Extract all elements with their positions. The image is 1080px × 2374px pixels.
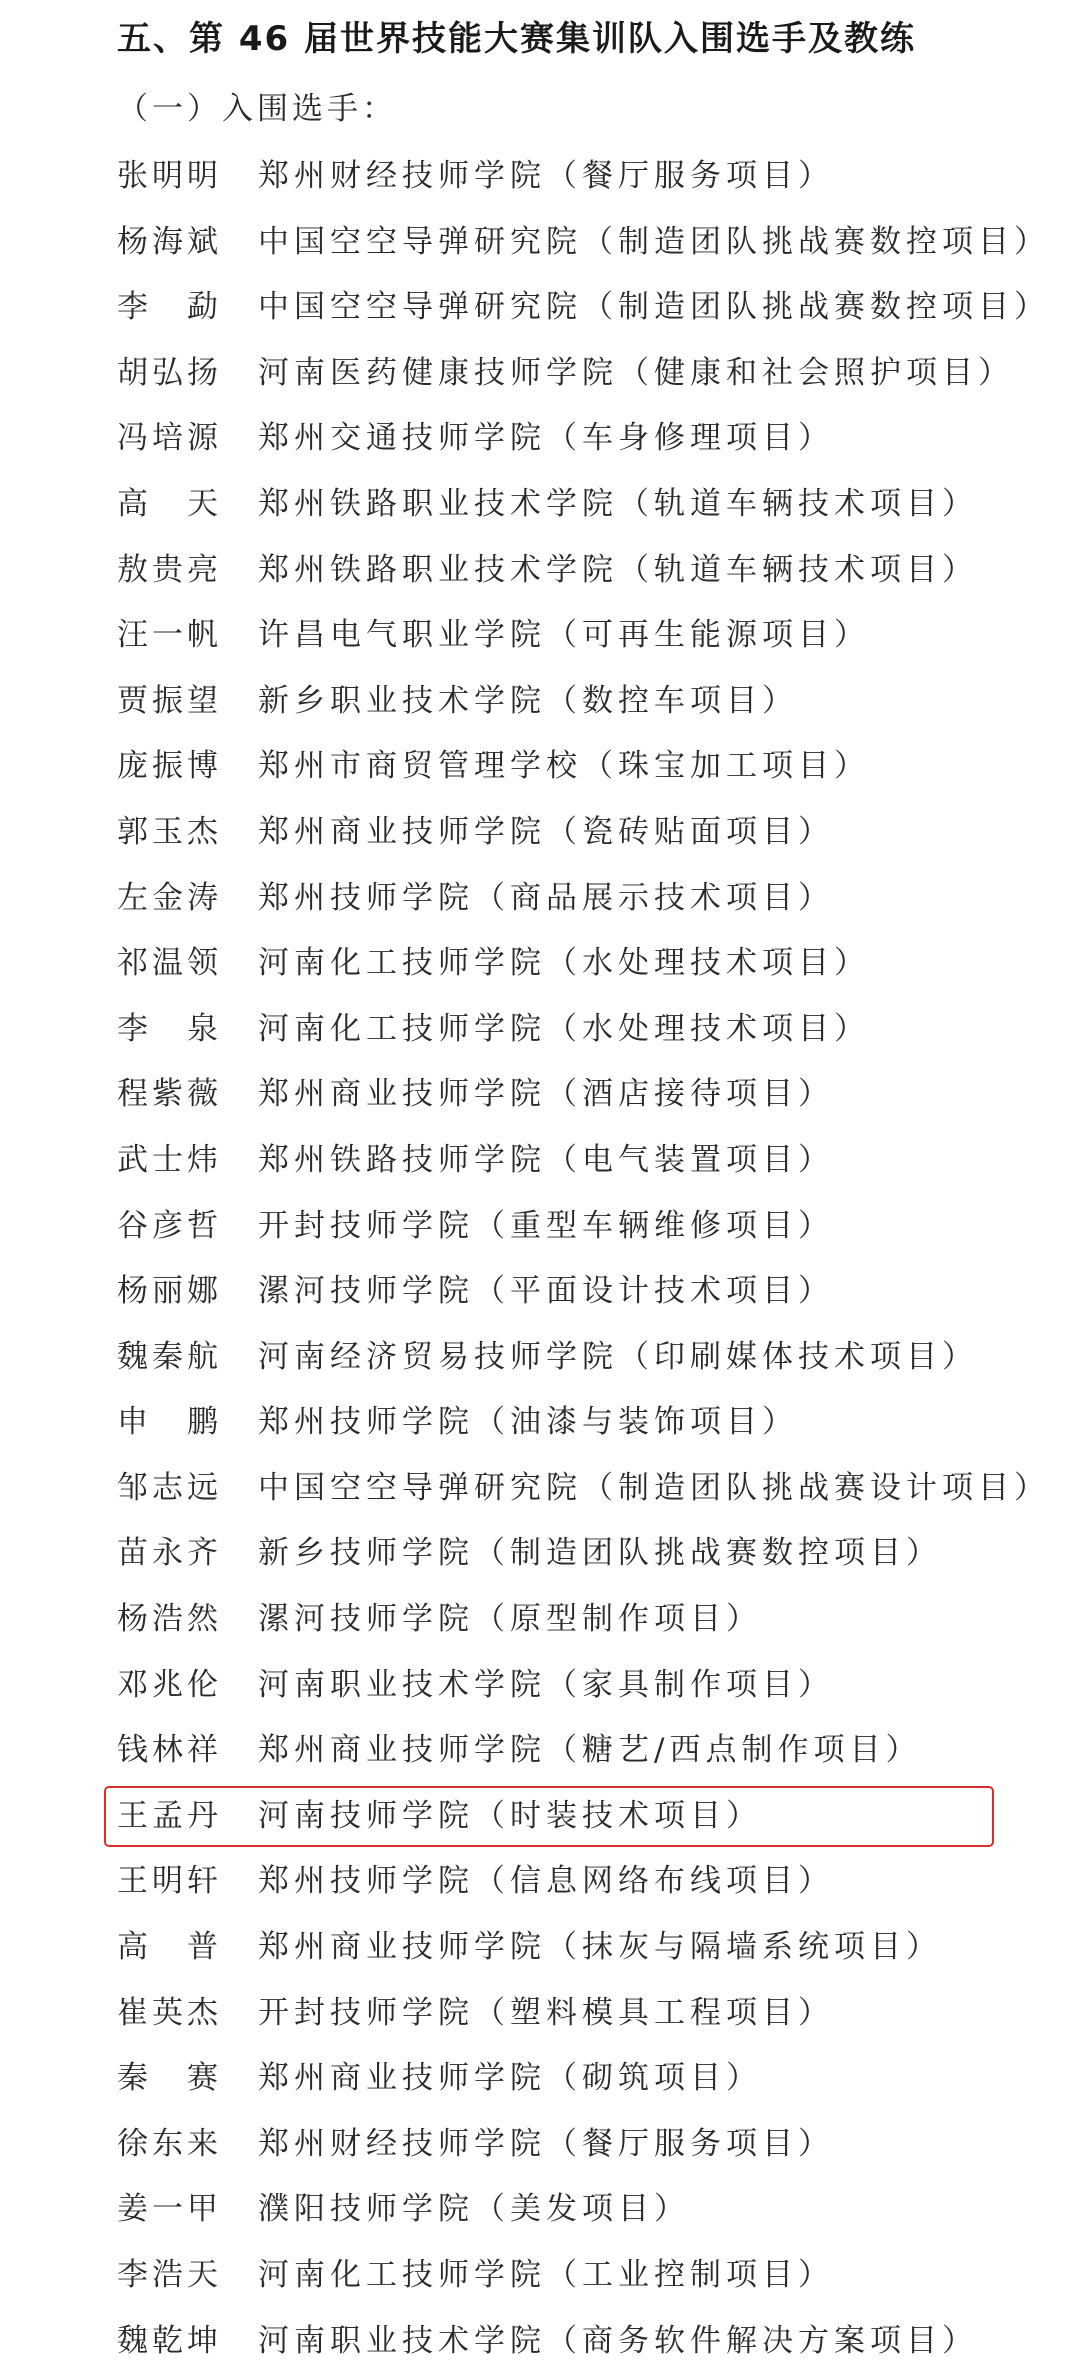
finalist-name: 邹志远 bbox=[117, 1469, 222, 1506]
list-item bbox=[0, 1194, 1080, 1260]
finalist-name: 杨丽娜 bbox=[117, 1273, 222, 1310]
finalist-institution-project: 郑州铁路技师学院（电气装置项目） bbox=[258, 1141, 834, 1178]
finalist-name: 申 鹏 bbox=[117, 1404, 222, 1441]
finalist-institution-project: 郑州财经技师学院（餐厅服务项目） bbox=[258, 2125, 834, 2162]
finalist-institution-project: 河南化工技师学院（水处理技术项目） bbox=[258, 1010, 870, 1047]
finalist-name: 谷彦哲 bbox=[117, 1207, 222, 1244]
list-item bbox=[0, 210, 1080, 276]
finalist-institution-project: 河南职业技术学院（家具制作项目） bbox=[258, 1666, 834, 1703]
finalist-institution-project: 郑州市商贸管理学校（珠宝加工项目） bbox=[258, 748, 870, 785]
finalist-name: 王明轩 bbox=[117, 1863, 222, 1900]
finalist-name: 胡弘扬 bbox=[117, 354, 222, 391]
finalist-name: 汪一帆 bbox=[117, 617, 222, 654]
finalist-name: 魏秦航 bbox=[117, 1338, 222, 1375]
list-item-highlighted bbox=[0, 1784, 1080, 1850]
list-item bbox=[0, 144, 1080, 210]
finalist-institution-project: 河南职业技术学院（商务软件解决方案项目） bbox=[258, 2322, 978, 2359]
finalist-institution-project: 郑州商业技师学院（酒店接待项目） bbox=[258, 1076, 834, 1113]
finalist-name: 程紫薇 bbox=[117, 1076, 222, 1113]
list-item bbox=[0, 669, 1080, 735]
finalist-name: 冯培源 bbox=[117, 420, 222, 457]
finalist-institution-project: 郑州技师学院（信息网络布线项目） bbox=[258, 1863, 834, 1900]
list-item bbox=[0, 1062, 1080, 1128]
list-item bbox=[0, 472, 1080, 538]
finalist-institution-project: 郑州交通技师学院（车身修理项目） bbox=[258, 420, 834, 457]
finalist-name: 郭玉杰 bbox=[117, 813, 222, 850]
finalist-institution-project: 河南经济贸易技师学院（印刷媒体技术项目） bbox=[258, 1338, 978, 1375]
finalist-name: 杨海斌 bbox=[117, 223, 222, 260]
list-item bbox=[0, 1128, 1080, 1194]
list-item bbox=[0, 931, 1080, 997]
list-item bbox=[0, 341, 1080, 407]
finalist-institution-project: 郑州铁路职业技术学院（轨道车辆技术项目） bbox=[258, 485, 978, 522]
list-item bbox=[0, 1718, 1080, 1784]
finalist-institution-project: 郑州技师学院（油漆与装饰项目） bbox=[258, 1404, 798, 1441]
finalist-name: 王孟丹 bbox=[117, 1797, 222, 1834]
list-item bbox=[0, 1259, 1080, 1325]
finalist-name: 秦 赛 bbox=[117, 2060, 222, 2097]
list-item bbox=[0, 997, 1080, 1063]
list-item bbox=[0, 2046, 1080, 2112]
finalist-name: 魏乾坤 bbox=[117, 2322, 222, 2359]
finalist-institution-project: 郑州商业技师学院（糖艺/西点制作项目） bbox=[258, 1732, 922, 1769]
finalist-institution-project: 河南医药健康技师学院（健康和社会照护项目） bbox=[258, 354, 1014, 391]
finalist-institution-project: 郑州商业技师学院（抹灰与隔墙系统项目） bbox=[258, 1929, 942, 1966]
finalist-name: 张明明 bbox=[117, 158, 222, 194]
finalist-name: 姜一甲 bbox=[117, 2191, 222, 2228]
finalist-institution-project: 中国空空导弹研究院（制造团队挑战赛设计项目） bbox=[258, 1469, 1050, 1506]
finalist-institution-project: 中国空空导弹研究院（制造团队挑战赛数控项目） bbox=[258, 223, 1050, 260]
finalist-institution-project: 许昌电气职业学院（可再生能源项目） bbox=[258, 617, 870, 654]
finalist-name: 邓兆伦 bbox=[117, 1666, 222, 1703]
finalist-name: 钱林祥 bbox=[117, 1732, 222, 1769]
finalist-name: 杨浩然 bbox=[117, 1601, 222, 1638]
list-item bbox=[0, 406, 1080, 472]
finalist-institution-project: 郑州财经技师学院（餐厅服务项目） bbox=[258, 158, 834, 194]
finalist-name: 左金涛 bbox=[117, 879, 222, 916]
list-item bbox=[0, 1981, 1080, 2047]
finalist-institution-project: 河南化工技师学院（工业控制项目） bbox=[258, 2257, 834, 2293]
finalist-institution-project: 漯河技师学院（原型制作项目） bbox=[258, 1601, 762, 1638]
list-item bbox=[0, 1390, 1080, 1456]
list-item bbox=[0, 1587, 1080, 1653]
finalist-name: 祁温领 bbox=[117, 945, 222, 982]
finalist-institution-project: 漯河技师学院（平面设计技术项目） bbox=[258, 1273, 834, 1310]
finalist-institution-project: 河南技师学院（时装技术项目） bbox=[258, 1797, 762, 1834]
list-item bbox=[0, 1456, 1080, 1522]
list-item bbox=[0, 2309, 1080, 2374]
finalist-name: 李浩天 bbox=[117, 2257, 222, 2293]
finalist-institution-project: 郑州技师学院（商品展示技术项目） bbox=[258, 879, 834, 916]
finalist-name: 庞振博 bbox=[117, 748, 222, 785]
list-item bbox=[0, 800, 1080, 866]
finalist-institution-project: 开封技师学院（重型车辆维修项目） bbox=[258, 1207, 834, 1244]
list-item bbox=[0, 2243, 1080, 2309]
finalist-list bbox=[0, 144, 1080, 2374]
list-item bbox=[0, 275, 1080, 341]
finalist-institution-project: 新乡技师学院（制造团队挑战赛数控项目） bbox=[258, 1535, 942, 1572]
list-item bbox=[0, 1849, 1080, 1915]
list-item bbox=[0, 2112, 1080, 2178]
finalist-name: 徐东来 bbox=[117, 2125, 222, 2162]
finalist-institution-project: 开封技师学院（塑料模具工程项目） bbox=[258, 1994, 834, 2031]
finalist-name: 敖贵亮 bbox=[117, 551, 222, 588]
list-item bbox=[0, 538, 1080, 604]
finalist-institution-project: 中国空空导弹研究院（制造团队挑战赛数控项目） bbox=[258, 289, 1050, 326]
list-item bbox=[0, 734, 1080, 800]
finalist-name: 李 泉 bbox=[117, 1010, 222, 1047]
list-item bbox=[0, 2177, 1080, 2243]
list-item bbox=[0, 603, 1080, 669]
list-item bbox=[0, 1653, 1080, 1719]
finalist-institution-project: 濮阳技师学院（美发项目） bbox=[258, 2191, 690, 2228]
section-title: 五、第 46 届世界技能大赛集训队入围选手及教练 bbox=[117, 19, 916, 59]
finalist-name: 苗永齐 bbox=[117, 1535, 222, 1572]
subsection-title: （一）入围选手： bbox=[117, 91, 397, 127]
finalist-institution-project: 河南化工技师学院（水处理技术项目） bbox=[258, 945, 870, 982]
finalist-name: 高 普 bbox=[117, 1929, 222, 1966]
finalist-institution-project: 新乡职业技术学院（数控车项目） bbox=[258, 682, 798, 719]
finalist-institution-project: 郑州商业技师学院（瓷砖贴面项目） bbox=[258, 813, 834, 850]
list-item bbox=[0, 866, 1080, 932]
finalist-name: 贾振望 bbox=[117, 682, 222, 719]
finalist-name: 崔英杰 bbox=[117, 1994, 222, 2031]
finalist-name: 高 天 bbox=[117, 485, 222, 522]
finalist-institution-project: 郑州铁路职业技术学院（轨道车辆技术项目） bbox=[258, 551, 978, 588]
list-item bbox=[0, 1325, 1080, 1391]
finalist-name: 李 勐 bbox=[117, 289, 222, 326]
finalist-institution-project: 郑州商业技师学院（砌筑项目） bbox=[258, 2060, 762, 2097]
list-item bbox=[0, 1915, 1080, 1981]
finalist-name: 武士炜 bbox=[117, 1141, 222, 1178]
list-item bbox=[0, 1521, 1080, 1587]
